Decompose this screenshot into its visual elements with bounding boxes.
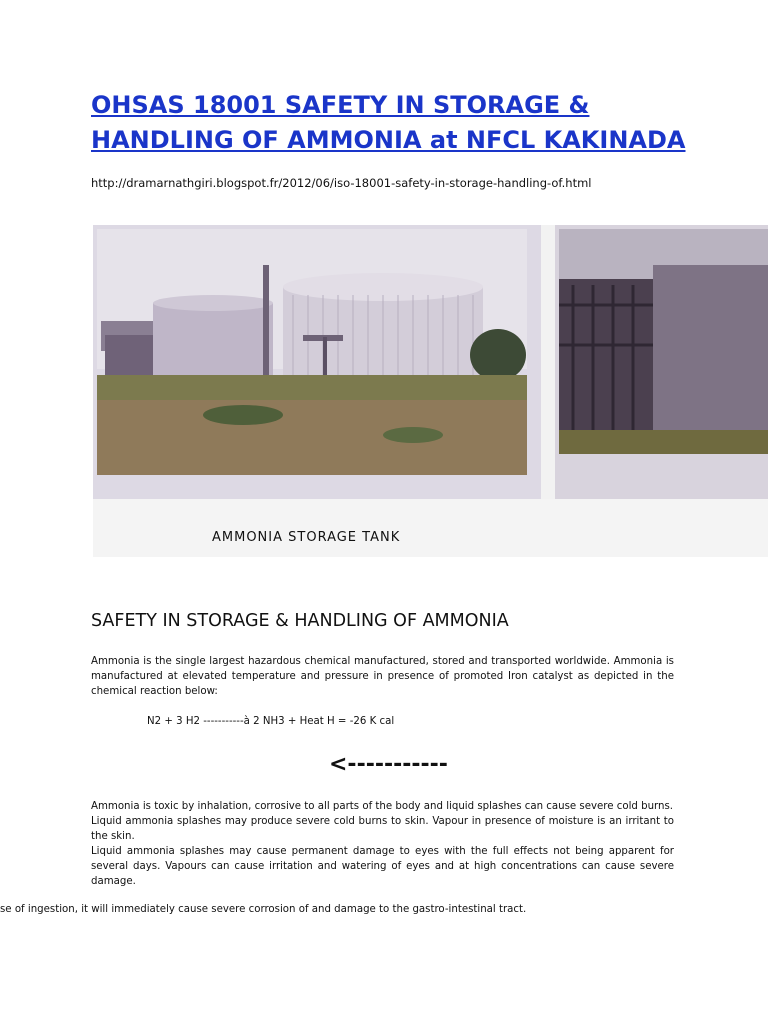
- hazard-skin: Liquid ammonia splashes may produce severe cold burns to skin. Vapour in presence of moisture is an irritant to the skin.: [91, 816, 674, 842]
- hazard-eyes: Liquid ammonia splashes may cause permanent damage to eyes with the full effects not being apparent for several days. Vapours can cause irritation and watering of eyes and at high concentrations can cause severe damage.: [91, 846, 674, 887]
- ammonia-storage-photo: [93, 225, 768, 557]
- reaction-equation: N2 + 3 H2 -----------à 2 NH3 + Heat H = -26 K cal: [147, 716, 395, 727]
- source-url: http://dramarnathgiri.blogspot.fr/2012/06/iso-18001-safety-in-storage-handling-of.html: [91, 176, 592, 190]
- hazards-paragraph: [91, 799, 674, 889]
- photo-caption: AMMONIA STORAGE TANK: [212, 530, 401, 545]
- ingestion-line: se of ingestion, it will immediately cause severe corrosion of and damage to the gastro-intestinal tract.: [0, 904, 527, 915]
- hazard-inhalation: Ammonia is toxic by inhalation, corrosive to all parts of the body and liquid splashes can cause severe cold burns.: [91, 801, 674, 812]
- photo-illustration: [93, 225, 768, 557]
- intro-paragraph: Ammonia is the single largest hazardous chemical manufactured, stored and transported worldwide. Ammonia is manufactured at elevated temperature and pressure in presence of promoted Iron catalyst as depicted in the chemical reaction below:: [91, 656, 674, 697]
- page-title[interactable]: OHSAS 18001 SAFETY IN STORAGE & HANDLING OF AMMONIA at NFCL KAKINADA: [91, 91, 686, 154]
- arrow-text: <-----------: [329, 752, 448, 777]
- section-heading: SAFETY IN STORAGE & HANDLING OF AMMONIA: [91, 611, 509, 631]
